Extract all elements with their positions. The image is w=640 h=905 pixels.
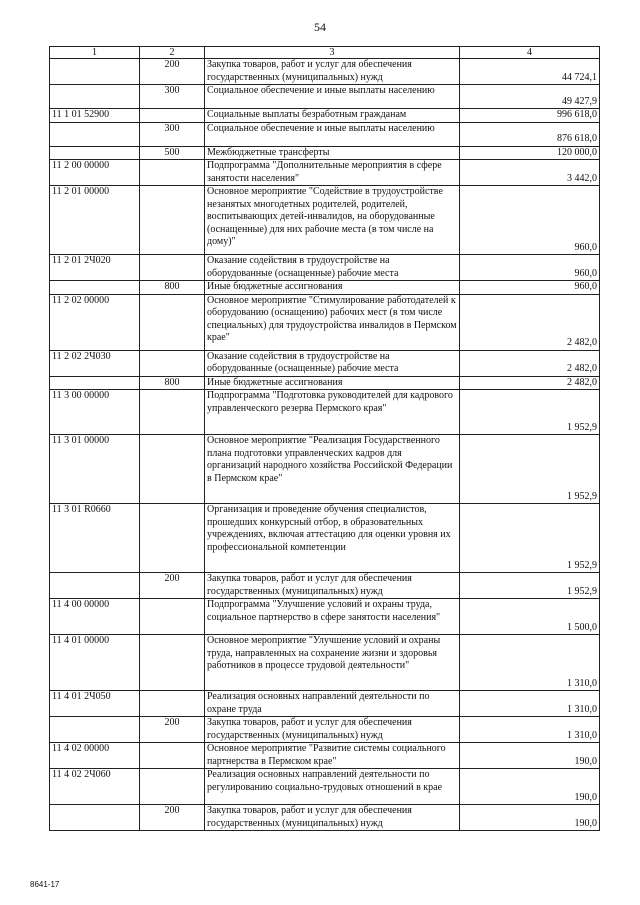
- table-row: [50, 281, 600, 295]
- row-amount: 1 952,9: [460, 390, 600, 435]
- row-code: 11 3 01 00000: [50, 435, 140, 504]
- row-code: 11 2 01 2Ч020: [50, 255, 140, 281]
- row-name: Организация и проведение обучения специалистов, прошедших конкурсный отбор, в образовательных учреждениях, включая аттестацию для оценки уровня их профессиональной компетенции: [205, 504, 460, 573]
- row-name: Социальное обеспечение и иные выплаты населению: [205, 122, 460, 146]
- row-name: Подпрограмма "Улучшение условий и охраны труда, социальное партнерство в сфере занятости населения": [205, 599, 460, 635]
- row-expense-type: [140, 390, 205, 435]
- row-amount: 49 427,9: [460, 85, 600, 109]
- row-amount: 44 724,1: [460, 59, 600, 85]
- row-expense-type: 500: [140, 146, 205, 160]
- row-code: 11 4 02 00000: [50, 743, 140, 769]
- row-code: 11 4 01 2Ч050: [50, 691, 140, 717]
- row-code: [50, 805, 140, 831]
- row-expense-type: [140, 294, 205, 350]
- row-amount: 2 482,0: [460, 294, 600, 350]
- row-amount: 190,0: [460, 805, 600, 831]
- row-name: Социальное обеспечение и иные выплаты населению: [205, 85, 460, 109]
- row-expense-type: [140, 599, 205, 635]
- row-amount: 1 952,9: [460, 504, 600, 573]
- row-name: Основное мероприятие "Содействие в трудоустройстве незанятых многодетных родителей, родителей, воспитывающих детей-инвалидов, на оборудованные (оснащенные) для них рабочие места (в том числе на дому)": [205, 186, 460, 255]
- row-amount: 2 482,0: [460, 350, 600, 376]
- row-expense-type: [140, 769, 205, 805]
- row-amount: 960,0: [460, 255, 600, 281]
- row-expense-type: 200: [140, 573, 205, 599]
- row-name: Основное мероприятие "Развитие системы социального партнерства в Пермском крае": [205, 743, 460, 769]
- row-expense-type: 200: [140, 59, 205, 85]
- table-row: [50, 717, 600, 743]
- row-name: Иные бюджетные ассигнования: [205, 281, 460, 295]
- row-code: [50, 146, 140, 160]
- row-amount: 1 500,0: [460, 599, 600, 635]
- table-row: [50, 350, 600, 376]
- table-row: [50, 691, 600, 717]
- row-expense-type: [140, 109, 205, 123]
- row-code: 11 4 02 2Ч060: [50, 769, 140, 805]
- row-expense-type: [140, 743, 205, 769]
- row-name: Закупка товаров, работ и услуг для обеспечения государственных (муниципальных) нужд: [205, 805, 460, 831]
- row-code: [50, 85, 140, 109]
- row-name: Подпрограмма "Подготовка руководителей для кадрового управленческого резерва Пермского края": [205, 390, 460, 435]
- row-amount: 1 310,0: [460, 691, 600, 717]
- row-expense-type: [140, 635, 205, 691]
- row-amount: 190,0: [460, 769, 600, 805]
- row-name: Основное мероприятие "Стимулирование работодателей к оборудованию (оснащению) рабочих мест (в том числе специальных) для трудоустройства инвалидов в Пермском крае": [205, 294, 460, 350]
- row-amount: 1 952,9: [460, 435, 600, 504]
- row-amount: 1 310,0: [460, 635, 600, 691]
- table-row: [50, 743, 600, 769]
- row-name: Закупка товаров, работ и услуг для обеспечения государственных (муниципальных) нужд: [205, 717, 460, 743]
- row-name: Реализация основных направлений деятельности по охране труда: [205, 691, 460, 717]
- table-row: [50, 85, 600, 109]
- row-code: 11 1 01 52900: [50, 109, 140, 123]
- row-amount: 876 618,0: [460, 122, 600, 146]
- row-amount: 190,0: [460, 743, 600, 769]
- column-header-1: 1: [50, 47, 140, 59]
- table-row: [50, 573, 600, 599]
- row-expense-type: 300: [140, 122, 205, 146]
- row-amount: 996 618,0: [460, 109, 600, 123]
- page-number: 54: [314, 20, 326, 34]
- row-amount: 960,0: [460, 186, 600, 255]
- row-expense-type: [140, 255, 205, 281]
- table-row: [50, 635, 600, 691]
- row-name: Оказание содействия в трудоустройстве на оборудованные (оснащенные) рабочие места: [205, 350, 460, 376]
- row-name: Подпрограмма "Дополнительные мероприятия в сфере занятости населения": [205, 160, 460, 186]
- row-expense-type: [140, 350, 205, 376]
- row-code: 11 4 01 00000: [50, 635, 140, 691]
- row-expense-type: [140, 160, 205, 186]
- row-name: Основное мероприятие "Реализация Государственного плана подготовки управленческих кадров для организаций народного хозяйства Российской Федерации в Пермском крае": [205, 435, 460, 504]
- row-expense-type: 200: [140, 717, 205, 743]
- row-name: Иные бюджетные ассигнования: [205, 376, 460, 390]
- row-code: 11 2 00 00000: [50, 160, 140, 186]
- row-amount: 120 000,0: [460, 146, 600, 160]
- table-row: [50, 390, 600, 435]
- row-name: Закупка товаров, работ и услуг для обеспечения государственных (муниципальных) нужд: [205, 573, 460, 599]
- table-row: [50, 376, 600, 390]
- row-amount: 2 482,0: [460, 376, 600, 390]
- table-row: [50, 109, 600, 123]
- row-amount: 3 442,0: [460, 160, 600, 186]
- table-row: [50, 805, 600, 831]
- row-name: Закупка товаров, работ и услуг для обеспечения государственных (муниципальных) нужд: [205, 59, 460, 85]
- row-amount: 1 310,0: [460, 717, 600, 743]
- row-amount: 960,0: [460, 281, 600, 295]
- row-name: Реализация основных направлений деятельности по регулированию социально-трудовых отношений в крае: [205, 769, 460, 805]
- row-code: [50, 573, 140, 599]
- row-code: 11 2 01 00000: [50, 186, 140, 255]
- row-name: Межбюджетные трансферты: [205, 146, 460, 160]
- row-code: [50, 717, 140, 743]
- table-row: [50, 146, 600, 160]
- row-code: 11 3 01 R0660: [50, 504, 140, 573]
- row-expense-type: [140, 435, 205, 504]
- column-header-2: 2: [140, 47, 205, 59]
- table-row: [50, 122, 600, 146]
- column-header-4: 4: [460, 47, 600, 59]
- row-expense-type: 300: [140, 85, 205, 109]
- table-row: [50, 59, 600, 85]
- column-header-3: 3: [205, 47, 460, 59]
- table-body: [50, 59, 600, 831]
- row-expense-type: 200: [140, 805, 205, 831]
- table-row: [50, 599, 600, 635]
- row-expense-type: [140, 504, 205, 573]
- row-expense-type: [140, 186, 205, 255]
- table-row: [50, 769, 600, 805]
- row-expense-type: 800: [140, 281, 205, 295]
- budget-table: [49, 46, 600, 831]
- table-header-row: [50, 47, 600, 59]
- table-row: [50, 504, 600, 573]
- row-name: Оказание содействия в трудоустройстве на оборудованные (оснащенные) рабочие места: [205, 255, 460, 281]
- table-row: [50, 435, 600, 504]
- table-row: [50, 160, 600, 186]
- row-code: 11 2 02 00000: [50, 294, 140, 350]
- row-amount: 1 952,9: [460, 573, 600, 599]
- row-code: [50, 122, 140, 146]
- row-expense-type: 800: [140, 376, 205, 390]
- table-row: [50, 186, 600, 255]
- row-code: 11 2 02 2Ч030: [50, 350, 140, 376]
- row-expense-type: [140, 691, 205, 717]
- footer-code: 8641-17: [30, 880, 60, 889]
- row-code: [50, 59, 140, 85]
- row-code: 11 4 00 00000: [50, 599, 140, 635]
- row-code: [50, 281, 140, 295]
- table-row: [50, 255, 600, 281]
- row-name: Социальные выплаты безработным гражданам: [205, 109, 460, 123]
- row-name: Основное мероприятие "Улучшение условий и охраны труда, направленных на сохранение жизни и здоровья работников в процессе трудовой деятельности": [205, 635, 460, 691]
- table-row: [50, 294, 600, 350]
- row-code: [50, 376, 140, 390]
- row-code: 11 3 00 00000: [50, 390, 140, 435]
